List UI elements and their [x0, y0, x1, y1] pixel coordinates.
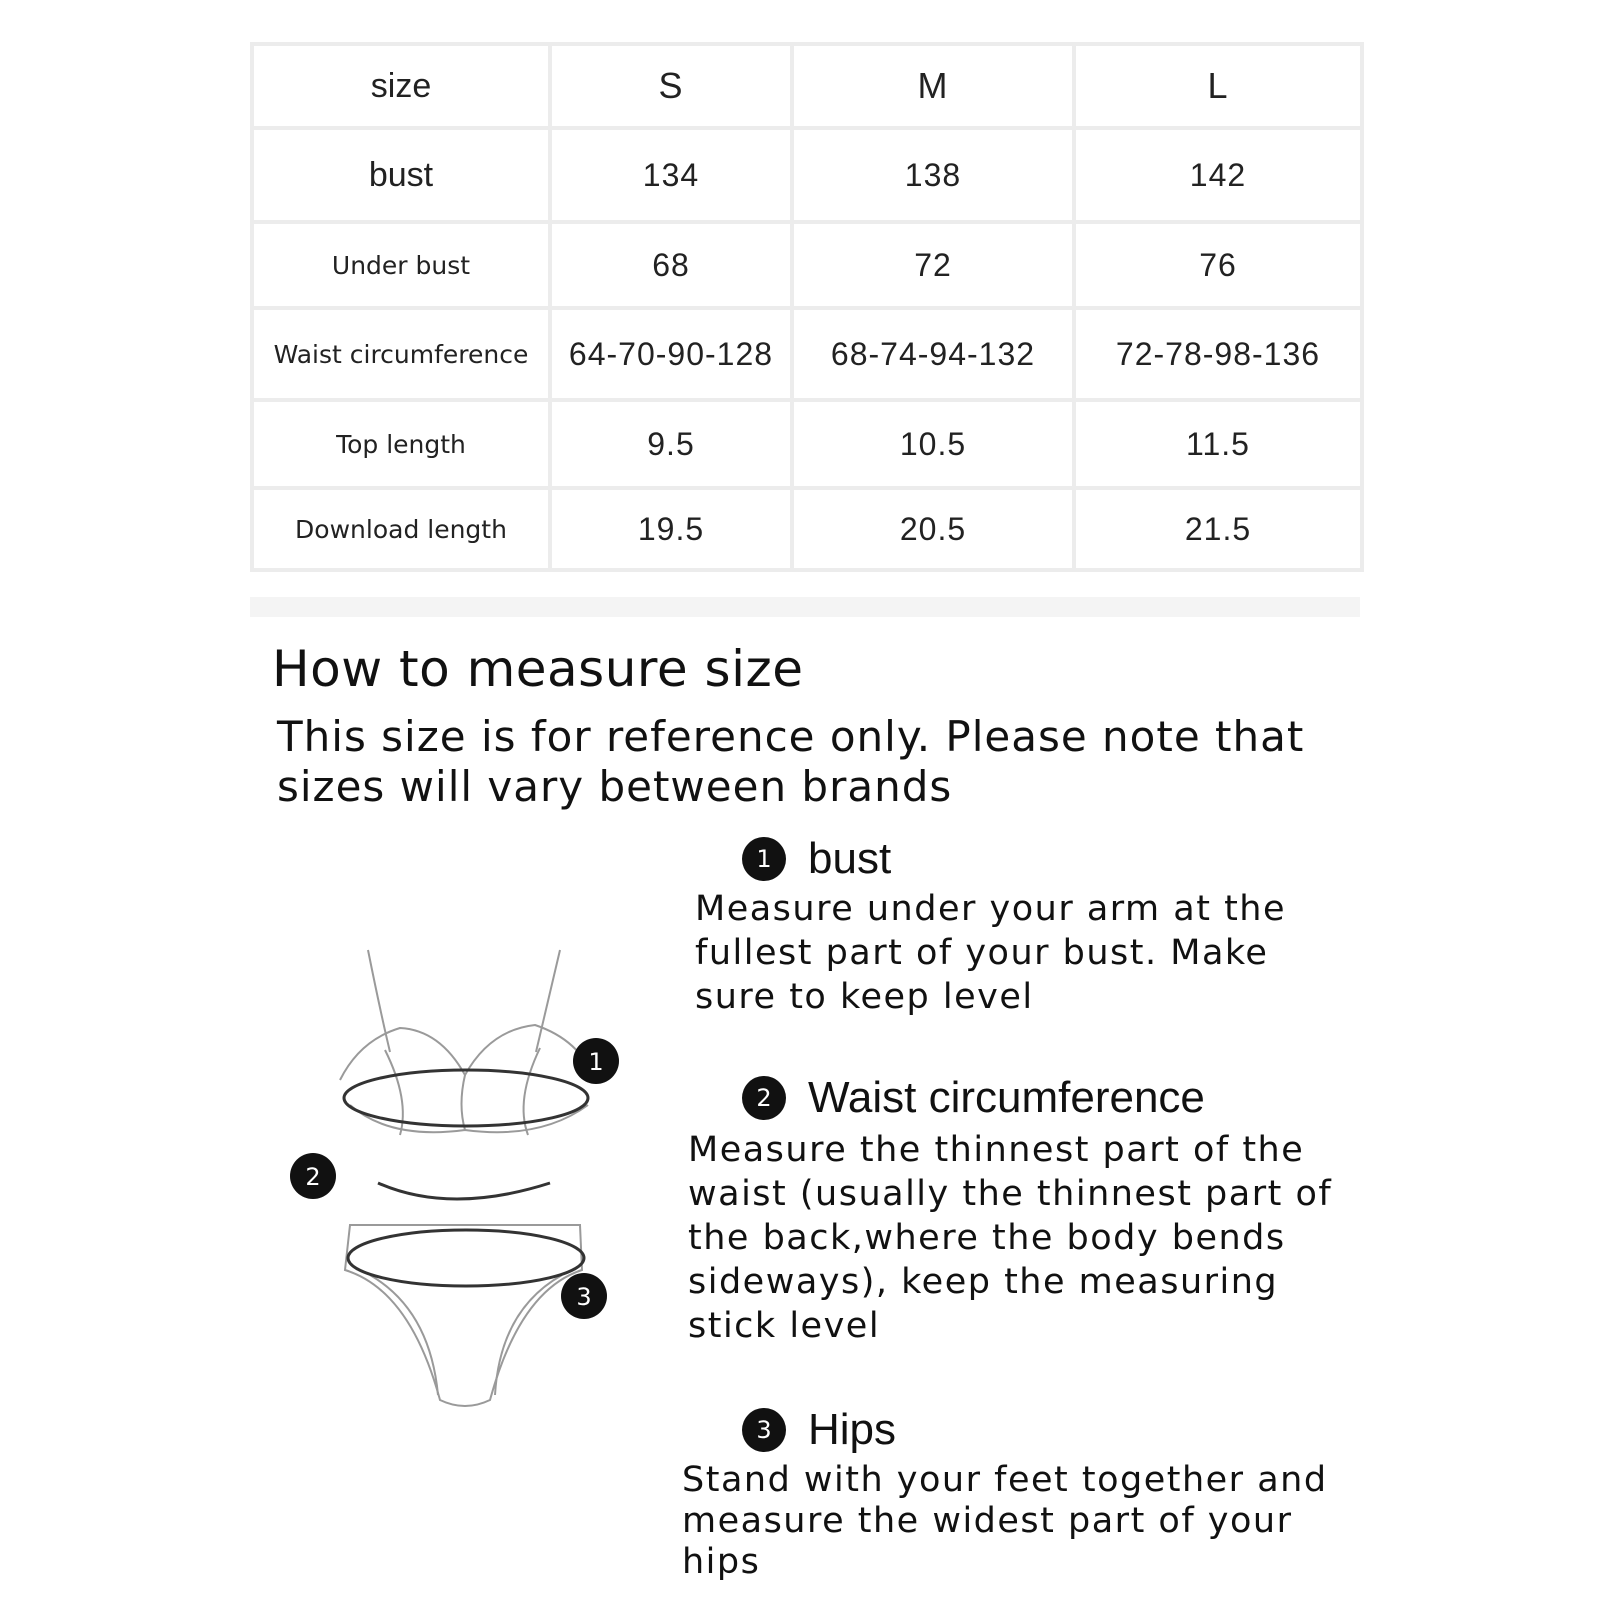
step-2-number-badge: 2: [742, 1076, 786, 1120]
cell-m: 72: [792, 222, 1074, 308]
cell-s: 9.5: [550, 400, 792, 488]
row-label: Waist circumference: [252, 308, 550, 400]
table-header-row: [252, 44, 1362, 128]
table-row-waist: [252, 308, 1362, 400]
size-chart-table: [250, 42, 1364, 572]
step-2-title: Waist circumference: [808, 1073, 1205, 1122]
step-1-title: bust: [808, 834, 892, 883]
header-size-m: M: [792, 44, 1074, 128]
step-2-heading: [742, 1073, 1205, 1123]
cell-l: 76: [1074, 222, 1362, 308]
guide-subtitle: This size is for reference only. Please note that sizes will vary between brands: [277, 712, 1305, 811]
cell-s: 134: [550, 128, 792, 222]
marker-2-label: 2: [305, 1163, 321, 1191]
cell-l: 72-78-98-136: [1074, 308, 1362, 400]
cell-s: 64-70-90-128: [550, 308, 792, 400]
cell-m: 10.5: [792, 400, 1074, 488]
cell-m: 20.5: [792, 488, 1074, 570]
row-label: bust: [252, 128, 550, 222]
bust-measure-line: [344, 1070, 588, 1126]
cell-s: 68: [550, 222, 792, 308]
step-3-number-badge: 3: [742, 1408, 786, 1452]
diagram-marker-2: [290, 1153, 336, 1199]
header-size-label: size: [252, 44, 550, 128]
bikini-measurement-diagram: [290, 930, 650, 1430]
cups-outline: [340, 1025, 595, 1080]
step-1-heading: [742, 834, 891, 884]
cell-m: 138: [792, 128, 1074, 222]
waist-measure-line: [378, 1183, 550, 1199]
section-divider: [250, 597, 1360, 617]
cell-m: 68-74-94-132: [792, 308, 1074, 400]
table-row-download-length: [252, 488, 1362, 570]
header-size-l: L: [1074, 44, 1362, 128]
cell-l: 21.5: [1074, 488, 1362, 570]
step-3-heading: [742, 1405, 896, 1455]
step-1-description: Measure under your arm at the fullest part of your bust. Make sure to keep level: [695, 889, 1287, 1017]
marker-1-label: 1: [588, 1048, 604, 1076]
cell-l: 11.5: [1074, 400, 1362, 488]
bottom-outline: [345, 1225, 582, 1406]
step-3-description: Stand with your feet together and measure the widest part of your hips: [682, 1460, 1328, 1582]
step-3-title: Hips: [808, 1405, 897, 1454]
marker-3-label: 3: [576, 1283, 592, 1311]
step-2-description: Measure the thinnest part of the waist (usually the thinnest part of the back,where the body bends sideways), keep the measuring stick level: [688, 1130, 1333, 1346]
diagram-marker-3: [561, 1273, 607, 1319]
hips-measure-line: [348, 1230, 584, 1286]
row-label: Download length: [252, 488, 550, 570]
step-1-number-badge: 1: [742, 837, 786, 881]
table-row-bust: [252, 128, 1362, 222]
header-size-s: S: [550, 44, 792, 128]
cell-s: 19.5: [550, 488, 792, 570]
table-row-top-length: [252, 400, 1362, 488]
right-strap: [536, 950, 560, 1052]
table-row-under-bust: [252, 222, 1362, 308]
cell-l: 142: [1074, 128, 1362, 222]
row-label: Top length: [252, 400, 550, 488]
diagram-marker-1: [573, 1038, 619, 1084]
row-label: Under bust: [252, 222, 550, 308]
guide-title: How to measure size: [272, 640, 804, 698]
